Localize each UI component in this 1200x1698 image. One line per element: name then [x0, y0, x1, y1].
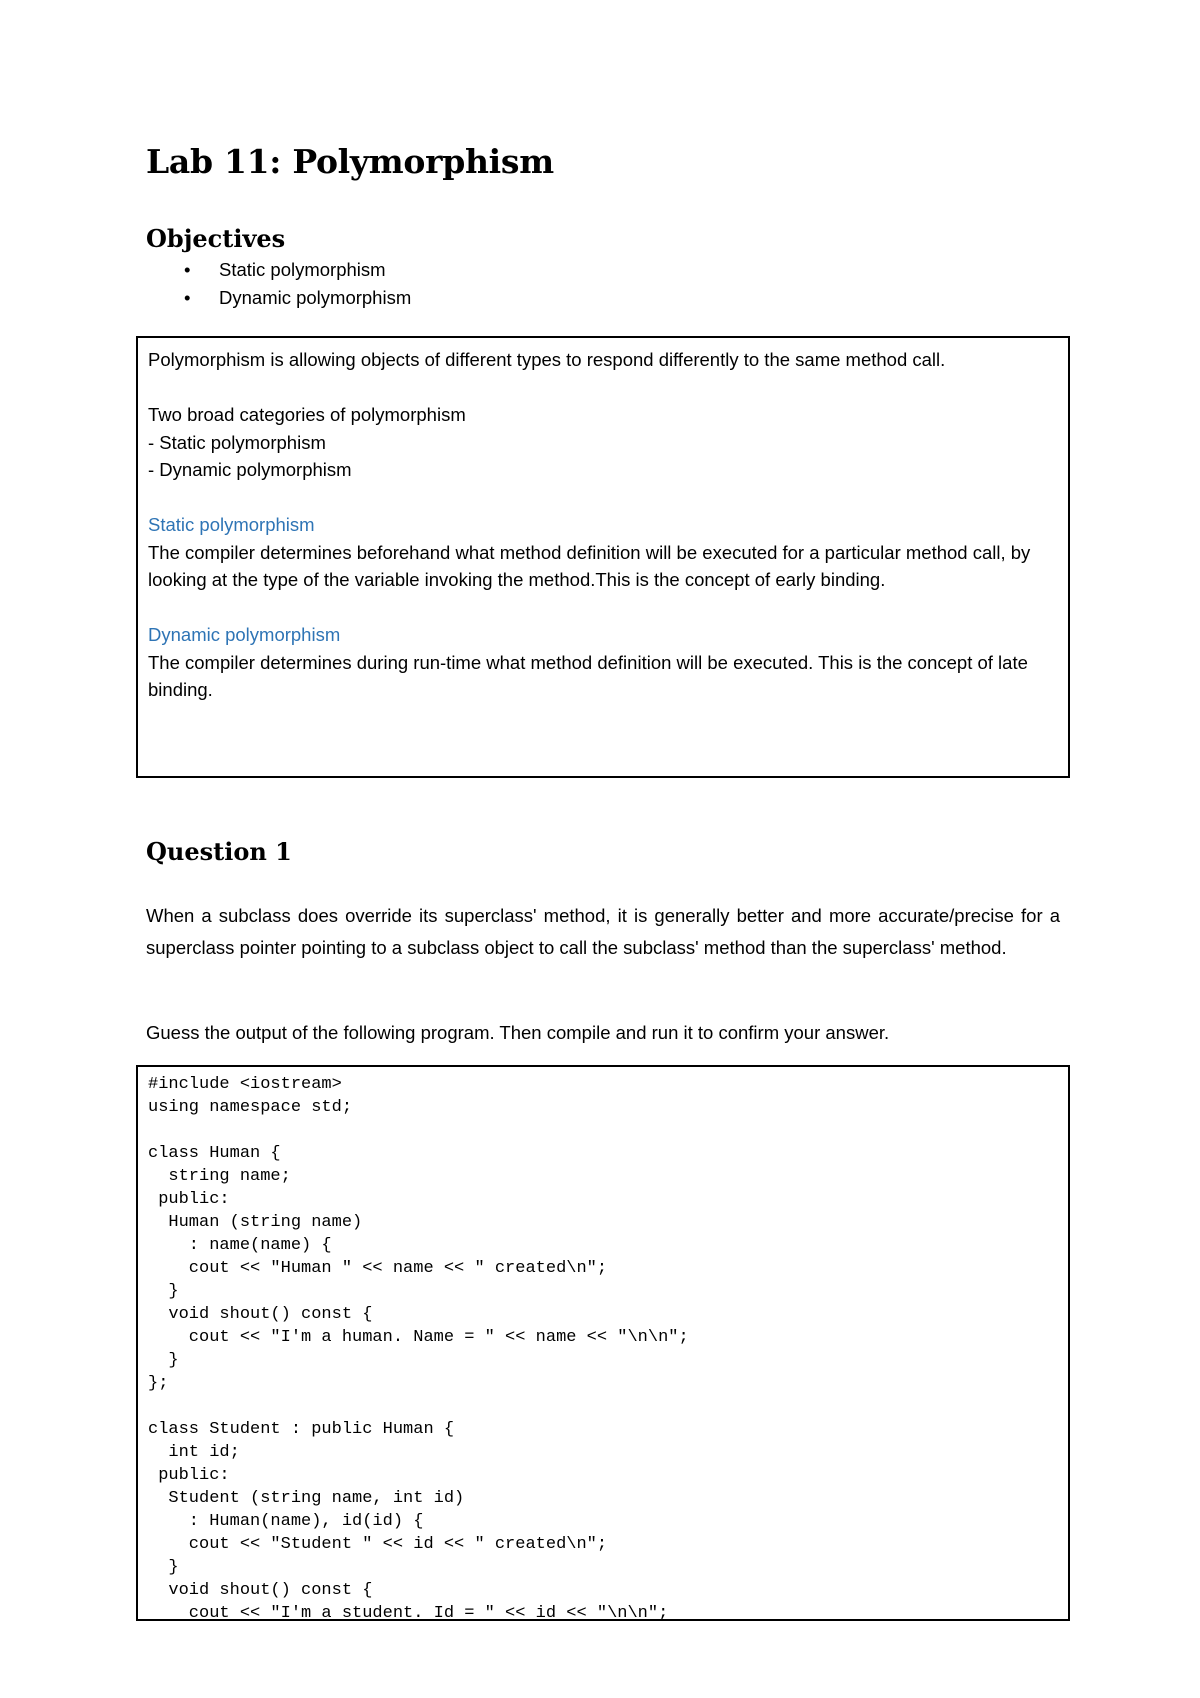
list-item	[178, 256, 411, 284]
code-line: }	[148, 1282, 179, 1301]
code-line: cout << "Human " << name << " created\n";	[148, 1259, 608, 1278]
static-text: The compiler determines beforehand what method definition will be executed for a particular method call, by looking at the type of the variable invoking the method.This is the concept of early binding.	[148, 541, 1031, 590]
code-line: void shout() const {	[148, 1581, 373, 1600]
bullet-icon: •	[184, 287, 191, 308]
question-paragraph: When a subclass does override its superclass' method, it is generally better and more accurate/precise for a superclass pointer pointing to a subclass object to call the subclass' method than the superclass' method.	[146, 905, 1060, 958]
bullet-icon: •	[184, 259, 191, 280]
objectives-heading: Objectives	[146, 224, 286, 253]
code-line: int id;	[148, 1443, 240, 1462]
code-line: : Human(name), id(id) {	[148, 1512, 424, 1531]
question-instruction: Guess the output of the following program. Then compile and run it to confirm your answer.	[146, 1022, 890, 1043]
objective-text: Static polymorphism	[219, 259, 386, 280]
code-line: }	[148, 1351, 179, 1370]
code-line: cout << "I'm a student. Id = " << id << "\n\n";	[148, 1604, 669, 1621]
objectives-list	[178, 256, 411, 312]
info-intro: Polymorphism is allowing objects of different types to respond differently to the same method call.	[148, 349, 946, 370]
info-box	[136, 336, 1070, 778]
category-item: - Dynamic polymorphism	[148, 459, 352, 480]
page-title: Lab 11: Polymorphism	[146, 142, 554, 181]
code-line: #include <iostream>	[148, 1075, 342, 1094]
code-line: class Student : public Human {	[148, 1420, 455, 1439]
categories-heading: Two broad categories of polymorphism	[148, 404, 466, 425]
code-line: cout << "I'm a human. Name = " << name << "\n\n";	[148, 1328, 689, 1347]
dynamic-text: The compiler determines during run-time what method definition will be executed. This is the concept of late binding.	[148, 651, 1028, 700]
code-line: public:	[148, 1466, 230, 1485]
objective-text: Dynamic polymorphism	[219, 287, 412, 308]
code-line: : name(name) {	[148, 1236, 332, 1255]
code-line: Student (string name, int id)	[148, 1489, 465, 1508]
code-line: class Human {	[148, 1144, 281, 1163]
static-heading: Static polymorphism	[148, 514, 315, 535]
code-box	[136, 1065, 1070, 1621]
list-item	[178, 284, 411, 312]
code-line: };	[148, 1374, 169, 1393]
question-heading: Question 1	[146, 837, 292, 866]
code-line: cout << "Student " << id << " created\n";	[148, 1535, 608, 1554]
category-item: - Static polymorphism	[148, 431, 326, 453]
code-line	[148, 1119, 1058, 1142]
code-line: string name;	[148, 1167, 291, 1186]
code-line: }	[148, 1558, 179, 1577]
code-line: void shout() const {	[148, 1305, 373, 1324]
code-line: public:	[148, 1190, 230, 1209]
code-line: using namespace std;	[148, 1098, 353, 1117]
code-line: Human (string name)	[148, 1213, 363, 1232]
code-line	[148, 1395, 1058, 1418]
dynamic-heading: Dynamic polymorphism	[148, 624, 341, 645]
